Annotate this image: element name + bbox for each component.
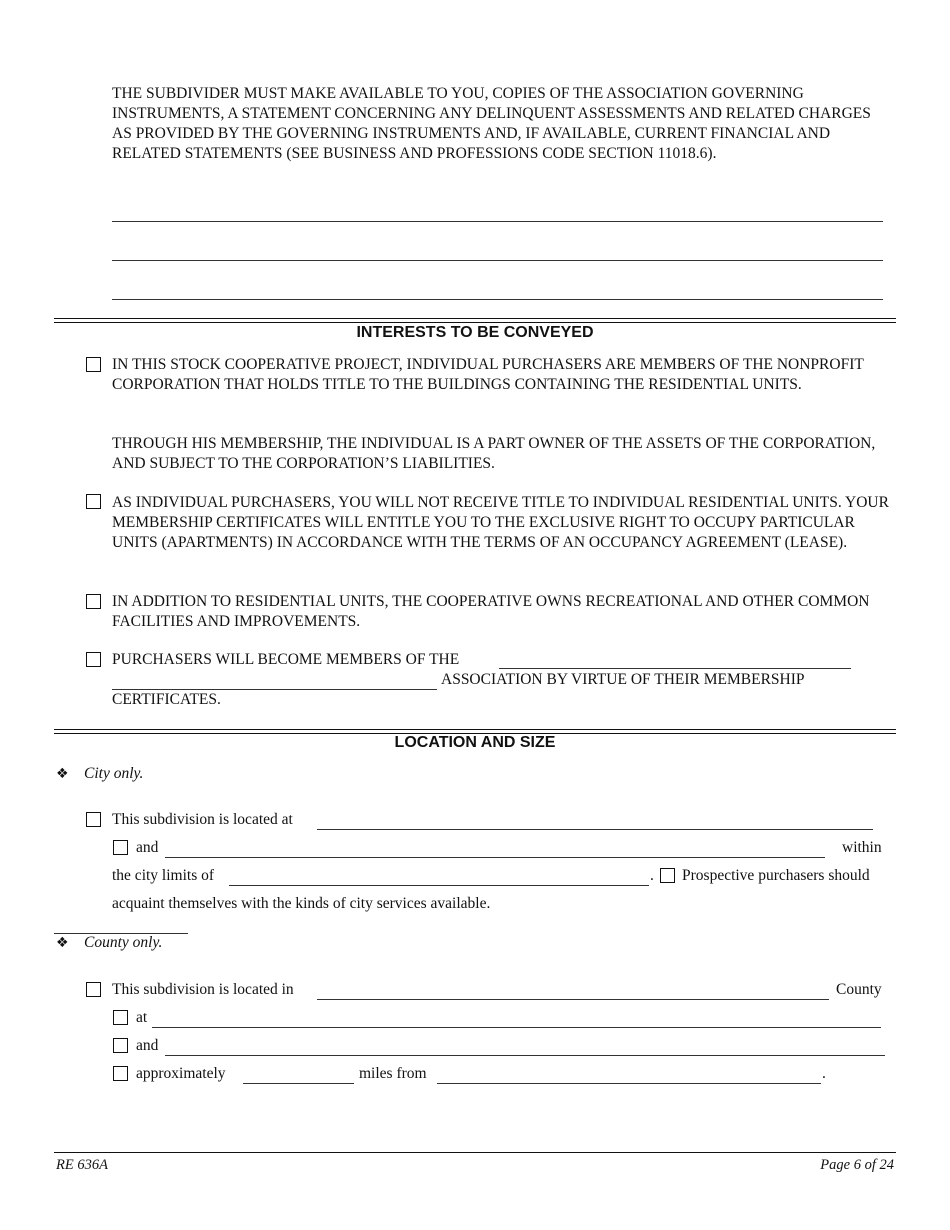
interests-item3-text: IN ADDITION TO RESIDENTIAL UNITS, THE COOPERATIVE OWNS RECREATIONAL AND OTHER COMMON FACILITIES AND IMPROVEMENTS.: [112, 593, 870, 630]
county-and-checkbox[interactable]: [113, 1038, 128, 1053]
county-approximately-label: approximately: [136, 1065, 226, 1082]
miles-field[interactable]: [243, 1083, 354, 1084]
city-and-checkbox[interactable]: [113, 840, 128, 855]
footer-rule: [54, 1152, 896, 1153]
county-only-label: County only.: [84, 934, 163, 951]
county-at-field[interactable]: [152, 1027, 881, 1028]
city-name-field[interactable]: [229, 885, 649, 886]
county-name-field[interactable]: [317, 999, 829, 1000]
interests-item2-checkbox[interactable]: [86, 494, 101, 509]
interests-item3-checkbox[interactable]: [86, 594, 101, 609]
interests-item4-part3: CERTIFICATES.: [112, 691, 221, 708]
diamond-bullet-icon: ❖: [56, 935, 69, 951]
city-acquaint-text: acquaint themselves with the kinds of city services available.: [112, 895, 491, 912]
city-and-field[interactable]: [165, 857, 825, 858]
interests-item1-checkbox[interactable]: [86, 357, 101, 372]
county-and-field[interactable]: [165, 1055, 885, 1056]
city-only-label: City only.: [84, 765, 144, 782]
city-located-label: This subdivision is located at: [112, 811, 293, 828]
county-and-label: and: [136, 1037, 159, 1054]
blank-line-2[interactable]: [112, 260, 883, 261]
prospective-purchasers-label: Prospective purchasers should: [682, 867, 870, 884]
county-at-checkbox[interactable]: [113, 1010, 128, 1025]
city-within-label: within: [842, 839, 882, 856]
location-heading: LOCATION AND SIZE: [394, 734, 556, 751]
interests-heading: INTERESTS TO BE CONVEYED: [356, 324, 594, 341]
intro-paragraph: THE SUBDIVIDER MUST MAKE AVAILABLE TO YOU, COPIES OF THE ASSOCIATION GOVERNING INSTRUMENTS, A STATEMENT CONCERNING ANY DELINQUENT ASSESSMENTS AND RELATED CHARGES AS PROVIDED BY THE GOVERNING INSTRUMENTS AND, IF AVAILABLE, CURRENT FINANCIAL AND RELATED STATEMENTS (SEE BUSINESS AND PROFESSIONS CODE SECTION 11018.6).: [112, 85, 871, 162]
city-located-checkbox[interactable]: [86, 812, 101, 827]
county-word: County: [836, 981, 882, 998]
interests-item2-text: AS INDIVIDUAL PURCHASERS, YOU WILL NOT RECEIVE TITLE TO INDIVIDUAL RESIDENTIAL UNITS. YOUR MEMBERSHIP CERTIFICATES WILL ENTITLE YOU TO THE EXCLUSIVE RIGHT TO OCCUPY PARTICULAR UNITS (APARTMENTS) IN ACCORDANCE WITH THE TERMS OF AN OCCUPANCY AGREEMENT (LEASE).: [112, 494, 889, 551]
footer-page-number: Page 6 of 24: [820, 1157, 894, 1173]
miles-from-field[interactable]: [437, 1083, 821, 1084]
city-limits-label: the city limits of: [112, 867, 215, 884]
county-miles-from-label: miles from: [359, 1065, 427, 1082]
blank-line-1[interactable]: [112, 221, 883, 222]
county-period: .: [822, 1065, 826, 1082]
county-located-checkbox[interactable]: [86, 982, 101, 997]
city-period: .: [650, 867, 654, 884]
diamond-bullet-icon: ❖: [56, 766, 69, 782]
blank-line-3[interactable]: [112, 299, 883, 300]
city-location-field[interactable]: [317, 829, 873, 830]
city-and-label: and: [136, 839, 159, 856]
county-approximately-checkbox[interactable]: [113, 1066, 128, 1081]
interests-item4-part2: ASSOCIATION BY VIRTUE OF THEIR MEMBERSHIP: [441, 671, 805, 688]
interests-item4-checkbox[interactable]: [86, 652, 101, 667]
county-located-label: This subdivision is located in: [112, 981, 294, 998]
interests-item1-text: IN THIS STOCK COOPERATIVE PROJECT, INDIVIDUAL PURCHASERS ARE MEMBERS OF THE NONPROFIT CORPORATION THAT HOLDS TITLE TO THE BUILDINGS CONTAINING THE RESIDENTIAL UNITS.: [112, 356, 864, 393]
county-at-label: at: [136, 1009, 148, 1026]
interests-item4-part1: PURCHASERS WILL BECOME MEMBERS OF THE: [112, 651, 460, 668]
section-divider: [54, 318, 896, 323]
association-name-field-1[interactable]: [499, 668, 851, 669]
prospective-purchasers-checkbox[interactable]: [660, 868, 675, 883]
footer-form-id: RE 636A: [56, 1157, 108, 1173]
interests-item1-followup: THROUGH HIS MEMBERSHIP, THE INDIVIDUAL IS A PART OWNER OF THE ASSETS OF THE CORPORATION, AND SUBJECT TO THE CORPORATION’S LIABILITIES.: [112, 435, 876, 472]
